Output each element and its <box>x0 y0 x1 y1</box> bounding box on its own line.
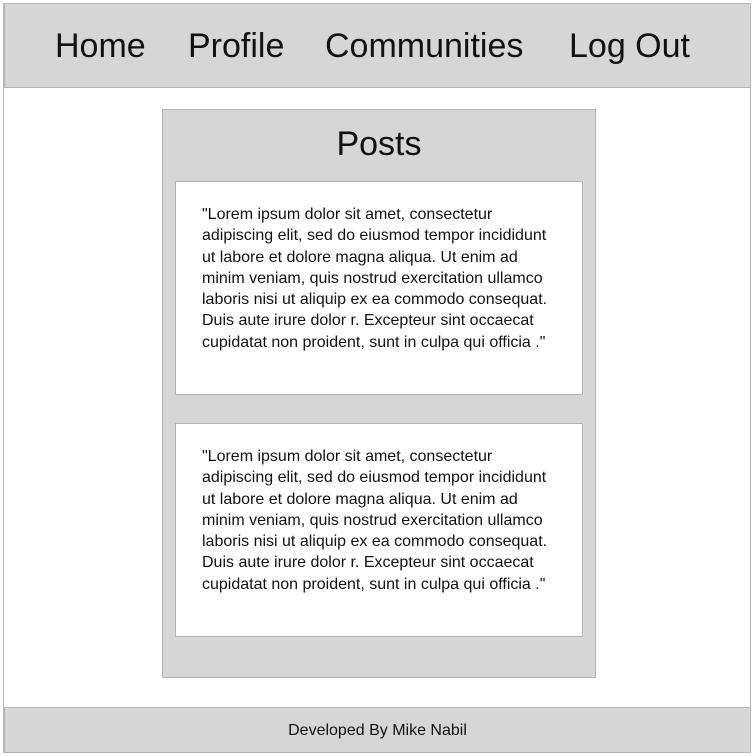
nav-link-home[interactable]: Home <box>55 27 146 65</box>
posts-heading: Posts <box>336 125 422 163</box>
footer-credit: Developed By Mike Nabil <box>288 722 467 739</box>
nav-link-profile[interactable]: Profile <box>188 27 285 65</box>
post-card <box>175 181 583 395</box>
nav-link-log-out[interactable]: Log Out <box>569 27 690 65</box>
top-navigation-bar <box>4 3 751 88</box>
post-text: "Lorem ipsum dolor sit amet, consectetur adipiscing elit, sed do eiusmod tempor incididunt ut labore et dolore magna aliqua. Ut enim ad minim veniam, quis nostrud exercitation ullamco laboris nisi ut aliquip ex ea commodo consequat. Duis aute irure dolor r. Excepteur sint occaecat cupidatat non proident, sunt in culpa qui officia ." <box>202 206 548 351</box>
posts-panel <box>162 109 596 678</box>
nav-link-communities[interactable]: Communities <box>325 27 524 65</box>
post-text: "Lorem ipsum dolor sit amet, consectetur adipiscing elit, sed do eiusmod tempor incididunt ut labore et dolore magna aliqua. Ut enim ad minim veniam, quis nostrud exercitation ullamco laboris nisi ut aliquip ex ea commodo consequat. Duis aute irure dolor r. Excepteur sint occaecat cupidatat non proident, sunt in culpa qui officia ." <box>202 448 548 593</box>
footer-bar <box>4 707 751 753</box>
post-card <box>175 423 583 637</box>
